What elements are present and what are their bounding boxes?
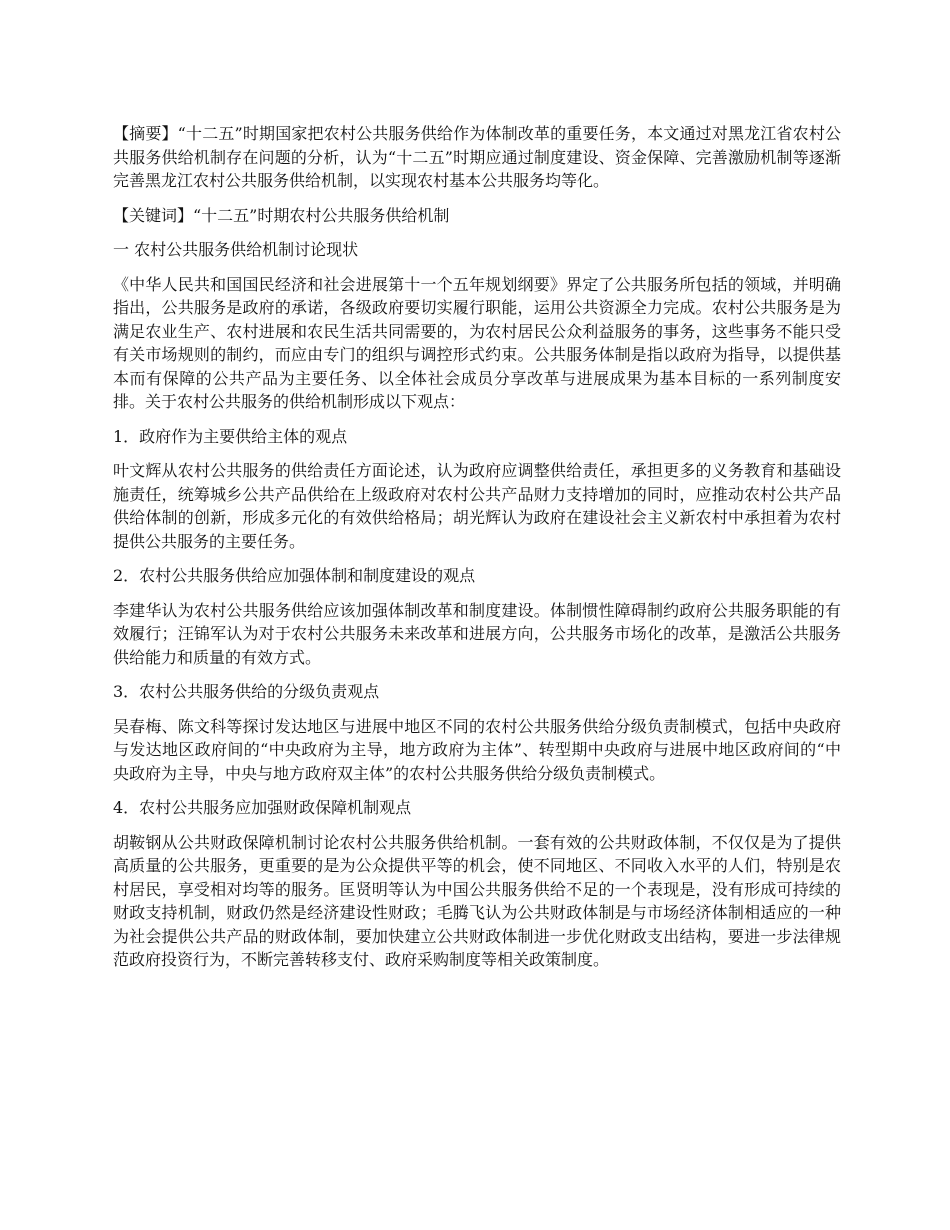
point-2-heading: 2．农村公共服务供给应加强体制和制度建设的观点 xyxy=(113,566,476,585)
point-4-body: 胡鞍钢从公共财政保障机制讨论农村公共服务供给机制。一套有效的公共财政体制，不仅仅是为了提供高质量的公共服务，更重要的是为公众提供平等的机会，使不同地区、不同收入水平的人们，特别是农村居民，享受相对均等的服务。匡贤明等认为中国公共服务供给不足的一个表现是，没有形成可持续的财政支持机制，财政仍然是经济建设性财政；毛腾飞认为公共财政体制是与市场经济体制相适应的一种为社会提供公共产品的财政体制，要加快建立公共财政体制进一步优化财政支出结构，要进一步法律规范政府投资行为，不断完善转移支付、政府采购制度等相关政策制度。 xyxy=(113,832,841,969)
point-3-body: 吴春梅、陈文科等探讨发达地区与进展中地区不同的农村公共服务供给分级负责制模式，包括中央政府与发达地区政府间的“中央政府为主导，地方政府为主体”、转型期中央政府与进展中地区政府间的“中央政府为主导，中央与地方政府双主体”的农村公共服务供给分级负责制模式。 xyxy=(113,716,841,783)
intro-paragraph: 《中华人民共和国国民经济和社会进展第十一个五年规划纲要》界定了公共服务所包括的领域，并明确指出，公共服务是政府的承诺，各级政府要切实履行职能，运用公共资源全力完成。农村公共服务是为满足农业生产、农村进展和农民生活共同需要的，为农村居民公众利益服务的事务，这些事务不能只受有关市场规则的制约，而应由专门的组织与调控形式约束。公共服务体制是指以政府为指导，以提供基本而有保障的公共产品为主要任务、以全体社会成员分享改革与进展成果为基本目标的一系列制度安排。关于农村公共服务的供给机制形成以下观点： xyxy=(113,274,841,411)
point-2-body: 李建华认为农村公共服务供给应该加强体制改革和制度建设。体制惯性障碍制约政府公共服务职能的有效履行；汪锦军认为对于农村公共服务未来改革和进展方向，公共服务市场化的改革，是激活公共服务供给能力和质量的有效方式。 xyxy=(113,600,841,667)
point-1-body: 叶文辉从农村公共服务的供给责任方面论述，认为政府应调整供给责任，承担更多的义务教育和基础设施责任，统筹城乡公共产品供给在上级政府对农村公共产品财力支持增加的同时，应推动农村公共产品供给体制的创新，形成多元化的有效供给格局；胡光辉认为政府在建设社会主义新农村中承担着为农村提供公共服务的主要任务。 xyxy=(113,461,841,551)
abstract-paragraph: 【摘要】“十二五”时期国家把农村公共服务供给作为体制改革的重要任务，本文通过对黑龙江省农村公共服务供给机制存在问题的分析，认为“十二五”时期应通过制度建设、资金保障、完善激励机制等逐渐完善黑龙江农村公共服务供给机制，以实现农村基本公共服务均等化。 xyxy=(113,124,841,190)
point-3-heading: 3．农村公共服务供给的分级负责观点 xyxy=(113,682,380,701)
keywords-paragraph: 【关键词】“十二五”时期农村公共服务供给机制 xyxy=(113,205,450,225)
section-title: 一 农村公共服务供给机制讨论现状 xyxy=(113,240,359,259)
document-page xyxy=(113,122,841,983)
point-4-heading: 4．农村公共服务应加强财政保障机制观点 xyxy=(113,798,412,817)
point-1-heading: 1．政府作为主要供给主体的观点 xyxy=(113,426,348,446)
